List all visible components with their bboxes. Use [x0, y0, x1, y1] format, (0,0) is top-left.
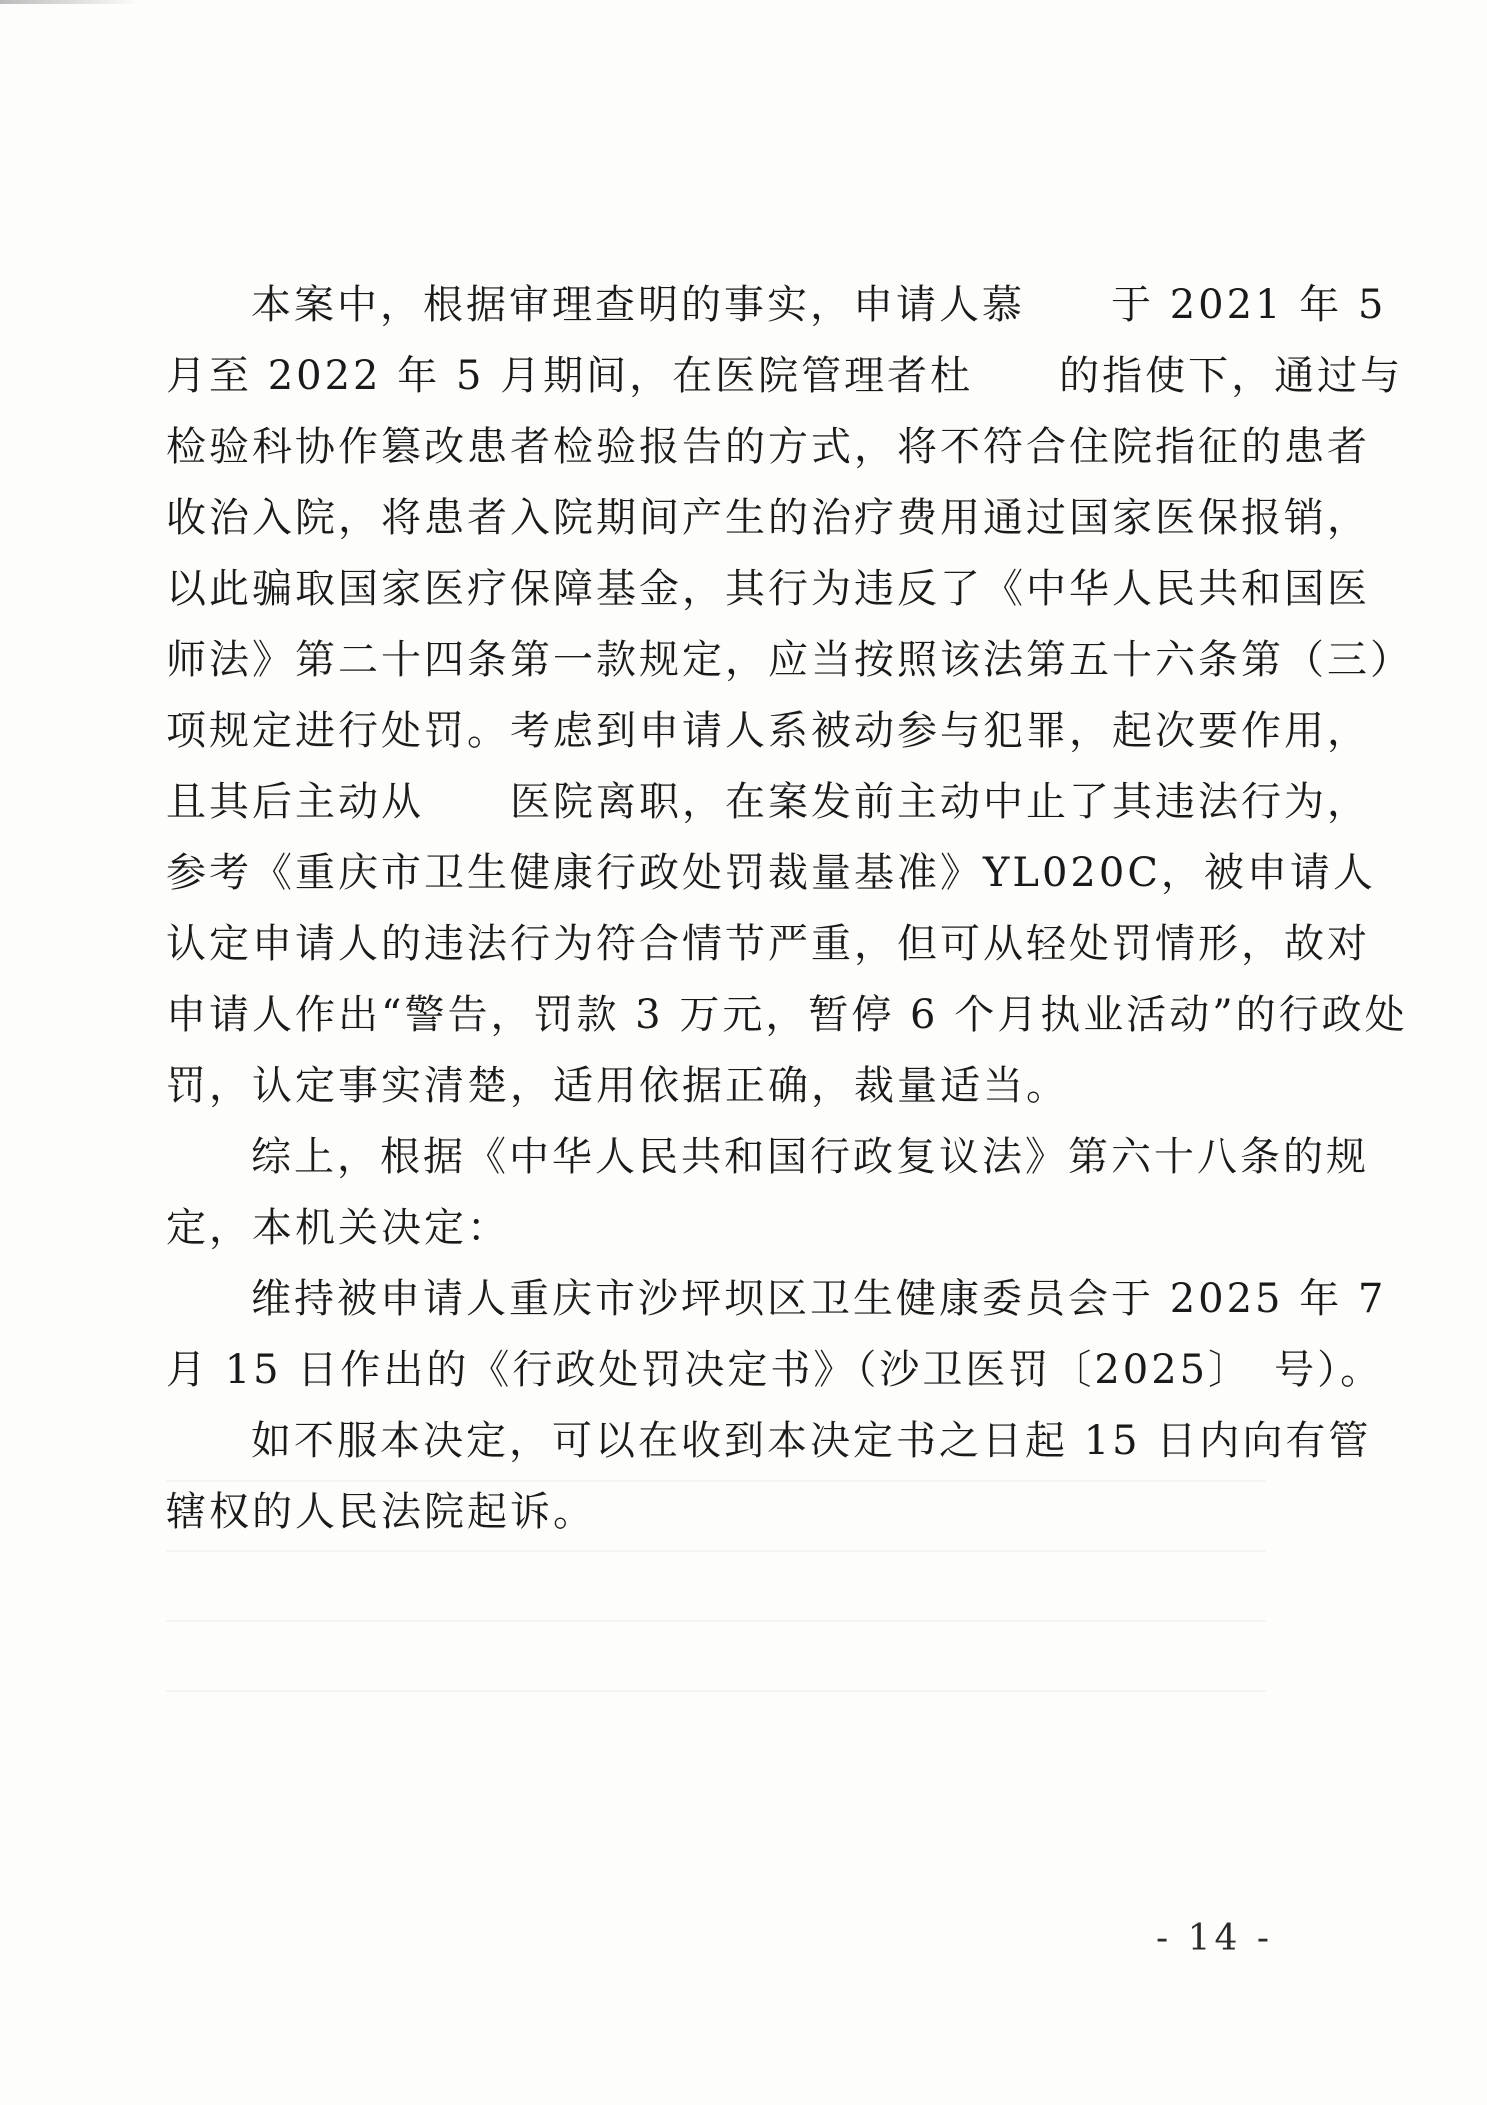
paragraph-1-line-3: 检验科协作篡改患者检验报告的方式，将不符合住院指征的患者 — [166, 424, 1370, 470]
paragraph-3-line-1: 维持被申请人重庆市沙坪坝区卫生健康委员会于 2025 年 7 — [251, 1276, 1387, 1322]
paragraph-1-line-6: 师法》第二十四条第一款规定，应当按照该法第五十六条第（三） — [166, 637, 1413, 683]
paragraph-1-line-9: 参考《重庆市卫生健康行政处罚裁量基准》YL020C，被申请人 — [166, 850, 1376, 896]
paragraph-3-line-2: 月 15 日作出的《行政处罚决定书》（沙卫医罚〔2025〕 号）。 — [166, 1347, 1384, 1393]
bleed-through-mark — [166, 1550, 1266, 1552]
paragraph-1-line-5: 以此骗取国家医疗保障基金，其行为违反了《中华人民共和国医 — [166, 566, 1370, 612]
page-number: - 14 - — [1155, 1918, 1273, 1959]
paragraph-4-line-1: 如不服本决定，可以在收到本决定书之日起 15 日内向有管 — [251, 1418, 1372, 1464]
paragraph-1-line-7: 项规定进行处罚。考虑到申请人系被动参与犯罪，起次要作用， — [166, 708, 1370, 754]
paragraph-1-line-4: 收治入院，将患者入院期间产生的治疗费用通过国家医保报销， — [166, 495, 1370, 541]
paragraph-4-line-2: 辖权的人民法院起诉。 — [166, 1489, 596, 1535]
bleed-through-mark — [166, 1690, 1266, 1692]
paragraph-2-line-2: 定，本机关决定： — [166, 1205, 510, 1251]
paragraph-1-line-10: 认定申请人的违法行为符合情节严重，但可从轻处罚情形，故对 — [166, 921, 1370, 967]
scan-edge-shadow — [0, 0, 140, 4]
paragraph-1-line-12: 罚，认定事实清楚，适用依据正确，裁量适当。 — [166, 1063, 1069, 1109]
paragraph-1-line-1: 本案中，根据审理查明的事实，申请人慕 于 2021 年 5 — [251, 282, 1387, 328]
paragraph-1-line-2: 月至 2022 年 5 月期间，在医院管理者杜 的指使下，通过与 — [166, 353, 1404, 399]
bleed-through-mark — [166, 1480, 1266, 1482]
document-body — [166, 270, 1413, 1548]
bleed-through-mark — [166, 1620, 1266, 1622]
paragraph-2-line-1: 综上，根据《中华人民共和国行政复议法》第六十八条的规 — [251, 1134, 1369, 1180]
paragraph-1-line-11: 申请人作出“警告，罚款 3 万元，暂停 6 个月执业活动”的行政处 — [166, 992, 1408, 1038]
paragraph-1-line-8: 且其后主动从 医院离职，在案发前主动中止了其违法行为， — [166, 779, 1370, 825]
